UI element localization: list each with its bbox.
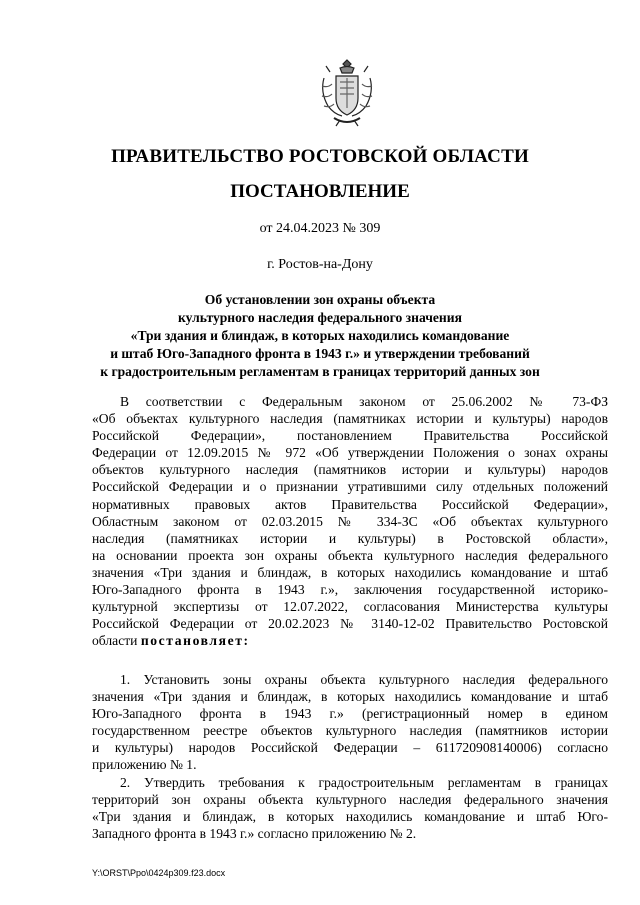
text-line: нормативных правовых актов Правительства Российской Федерации», (92, 496, 608, 512)
text-line: Российской Федерации», постановлением Правительства Российской (92, 428, 608, 444)
text-line: Юго-Западного фронта в 1943 г.», заключения государственной историко- (92, 582, 608, 598)
title-line: Об установлении зон охраны объекта (204, 292, 436, 307)
text-line: на основании проекта зон охраны объекта культурного наследия федерального (92, 547, 608, 563)
text-line: объектов культурного наследия (памятников истории и культуры) народов (92, 462, 608, 478)
document-title (0, 291, 640, 381)
title-line: и штаб Юго-Западного фронта в 1943 г.» и утверждении требований (110, 346, 530, 361)
text-line: Российской Федерации и о признании утратившими силу отдельных положений (92, 479, 608, 495)
text-line: Областным законом от 02.03.2015 № 334-ЗС «Об объектах культурного (92, 513, 608, 529)
title-line: «Три здания и блиндаж, в которых находились командование (130, 328, 510, 343)
text-line: значения «Три здания и блиндаж, в которых находились командование и штаб (92, 689, 608, 705)
text-fragment: области (92, 633, 141, 649)
text-line: «Три здания и блиндаж, в которых находились командование и штаб Юго- (92, 808, 608, 824)
title-line: культурного наследия федерального значения (178, 310, 462, 325)
text-line: и культуры) народов Российской Федерации – 611720908140006) согласно (92, 740, 608, 756)
text-line: Федерации от 12.09.2015 № 972 «Об утверждении Положения о зонах охраны (92, 445, 608, 461)
item-1-paragraph (92, 671, 608, 842)
preamble-paragraph (92, 393, 608, 649)
text-line: Западного фронта в 1943 г.» согласно приложению № 2. (92, 825, 417, 841)
text-line: Российской Федерации от 20.02.2023 № 3140-12-02 Правительство Ростовской (92, 616, 608, 632)
text-line: государственном реестре объектов культурного наследия (памятников истории (92, 723, 608, 739)
title-line: к градостроительным регламентам в границах территорий данных зон (100, 364, 540, 379)
text-line: 2. Утвердить требования к градостроительным регламентам в границах (120, 774, 608, 790)
coat-of-arms-icon (316, 56, 378, 128)
text-line: культурной экспертизы от 12.07.2022, согласования Министерства культуры (92, 599, 608, 615)
text-line: наследия (памятниках истории и культуры) в Ростовской области», (92, 530, 608, 546)
organization-name: ПРАВИТЕЛЬСТВО РОСТОВСКОЙ ОБЛАСТИ (111, 146, 529, 167)
text-line: значения «Три здания и блиндаж, в которых находились командование и штаб (92, 564, 608, 580)
file-path-footer: Y:\ORST\Ppo\0424p309.f23.docx (92, 868, 226, 878)
text-line (92, 632, 608, 649)
text-line: В соответствии с Федеральным законом от 25.06.2002 № 73-ФЗ (120, 394, 608, 409)
text-line: Юго-Западного фронта в 1943 г.» (регистрационный номер в едином (92, 706, 608, 722)
document-type: ПОСТАНОВЛЕНИЕ (230, 181, 410, 202)
text-line: приложению № 1. (92, 757, 197, 773)
city: г. Ростов-на-Дону (267, 257, 373, 272)
text-line: «Об объектах культурного наследия (памятниках истории и культуры) народов (92, 411, 608, 427)
text-line: 1. Установить зоны охраны объекта культурного наследия федерального (120, 672, 608, 687)
text-line: территорий зон охраны объекта культурного наследия федерального значения (92, 791, 608, 807)
decree-word: постановляет: (140, 633, 250, 649)
date-and-number: от 24.04.2023 № 309 (259, 221, 381, 236)
